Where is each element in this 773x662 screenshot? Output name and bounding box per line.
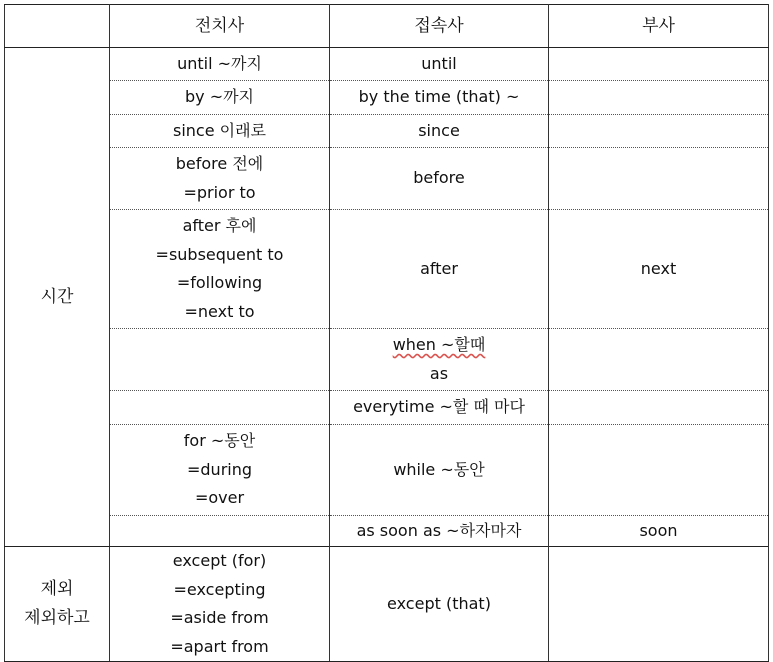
conj-text: by the time (that) ~ (358, 87, 520, 107)
conj-text: while ~동안 (393, 459, 485, 479)
header-adverb: 부사 (549, 5, 769, 48)
table-row (5, 516, 769, 547)
category-label: 시간 (40, 286, 74, 307)
prep-text: =subsequent to (155, 244, 284, 264)
category-label: 제외 (40, 579, 74, 599)
table-row (5, 148, 769, 210)
header-preposition: 전치사 (110, 5, 330, 48)
conj-cell (330, 516, 549, 547)
prep-text: =excepting (173, 579, 266, 599)
conj-text: since (418, 120, 460, 140)
adv-cell (549, 210, 769, 329)
conj-text: before (413, 168, 465, 188)
table-row (5, 547, 769, 662)
adv-cell (549, 391, 769, 425)
prep-cell (110, 210, 330, 329)
grammar-table (4, 4, 769, 662)
prep-text: =during (186, 459, 253, 479)
header-conjunction: 접속사 (330, 5, 549, 48)
prep-text: since 이래로 (172, 120, 267, 140)
conj-cell (330, 329, 549, 391)
conj-cell (330, 148, 549, 210)
prep-cell (110, 547, 330, 662)
conj-cell (330, 210, 549, 329)
adv-cell (549, 329, 769, 391)
prep-text: except (for) (172, 551, 267, 570)
table-row (5, 391, 769, 425)
adv-cell (549, 81, 769, 115)
prep-cell (110, 329, 330, 391)
prep-text: for ~동안 (183, 431, 256, 451)
prep-cell (110, 425, 330, 516)
table-row (5, 329, 769, 391)
prep-cell (110, 391, 330, 425)
table-row (5, 48, 769, 81)
conj-text: until (421, 53, 457, 73)
adv-cell (549, 48, 769, 81)
prep-text: by ~까지 (184, 87, 255, 107)
conj-text: as (429, 363, 449, 383)
header-blank (5, 5, 110, 48)
conj-text: as soon as ~하자마자 (356, 520, 522, 540)
prep-cell (110, 48, 330, 81)
conj-text: everytime ~할 때 마다 (353, 397, 525, 417)
adv-cell (549, 148, 769, 210)
prep-text: =aside from (170, 608, 269, 627)
prep-text: after 후에 (182, 216, 257, 235)
conj-cell (330, 81, 549, 115)
conj-cell (330, 391, 549, 425)
prep-text: =over (194, 488, 245, 508)
header-row (5, 5, 769, 48)
conj-text: after (420, 258, 458, 278)
prep-text: until ~까지 (177, 53, 262, 73)
prep-cell (110, 148, 330, 210)
table-row (5, 210, 769, 329)
prep-text: =apart from (170, 636, 269, 656)
adv-cell (549, 547, 769, 662)
conj-text: except (that) (387, 593, 491, 613)
prep-text: =following (176, 273, 263, 292)
adv-cell (549, 516, 769, 547)
prep-text: =prior to (183, 182, 256, 202)
adv-text: soon (639, 520, 678, 540)
prep-cell (110, 516, 330, 547)
category-cell-except (5, 547, 110, 662)
prep-cell (110, 115, 330, 148)
prep-cell (110, 81, 330, 115)
adv-cell (549, 425, 769, 516)
table-row (5, 115, 769, 148)
prep-text: =next to (184, 301, 255, 321)
category-cell-time (5, 48, 110, 547)
adv-cell (549, 115, 769, 148)
table-row (5, 81, 769, 115)
conj-cell (330, 48, 549, 81)
conj-cell (330, 547, 549, 662)
prep-text: before 전에 (175, 154, 264, 173)
adv-text: next (640, 258, 677, 278)
category-label: 제외하고 (24, 608, 90, 628)
conj-cell (330, 425, 549, 516)
conj-cell (330, 115, 549, 148)
conj-text: when ~할때 (392, 335, 486, 354)
table-row (5, 425, 769, 516)
